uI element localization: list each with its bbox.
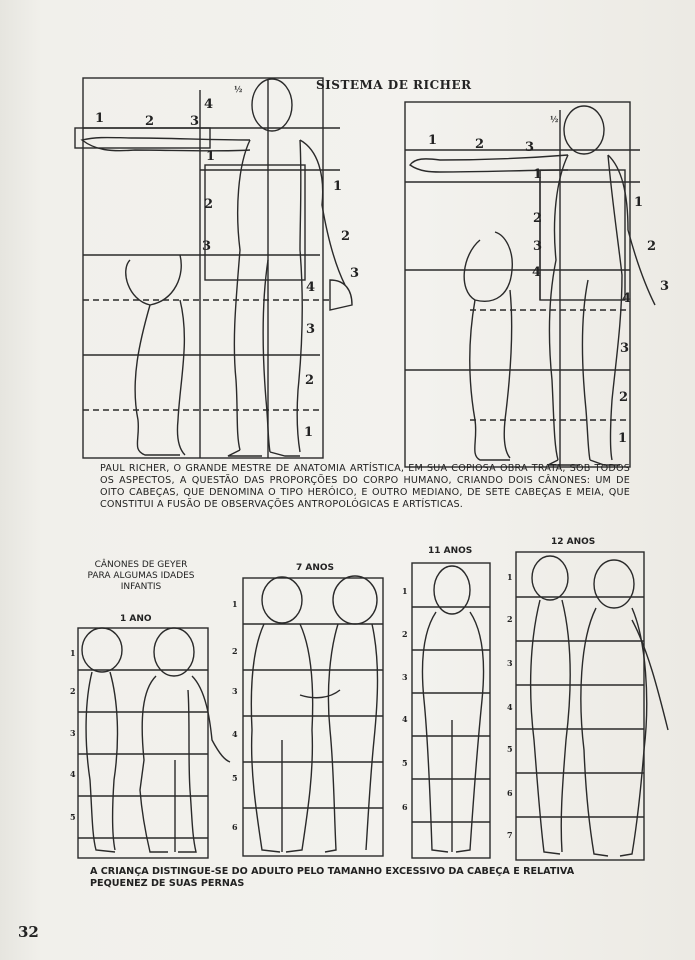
svg-text:3: 3: [190, 114, 200, 129]
male-canon-figure: [75, 78, 352, 458]
svg-text:3: 3: [70, 728, 76, 738]
page-number: 32: [18, 923, 39, 941]
svg-text:3: 3: [507, 658, 513, 668]
svg-text:4: 4: [232, 729, 238, 739]
svg-text:2: 2: [507, 614, 513, 624]
svg-text:1: 1: [304, 425, 314, 440]
svg-text:2: 2: [232, 646, 238, 656]
svg-text:5: 5: [232, 773, 238, 783]
male-half-mark: ½: [234, 84, 243, 94]
svg-text:3: 3: [660, 279, 670, 294]
svg-text:1: 1: [618, 431, 628, 446]
svg-text:4: 4: [532, 265, 542, 280]
svg-text:3: 3: [350, 266, 360, 281]
svg-text:5: 5: [402, 758, 408, 768]
svg-text:4: 4: [204, 97, 214, 112]
svg-text:1: 1: [70, 648, 76, 658]
svg-text:1: 1: [533, 167, 543, 182]
child-7-years-number-labels: [232, 599, 238, 832]
age-label-12-years: 12 ANOS: [551, 537, 596, 547]
svg-text:4: 4: [306, 280, 316, 295]
svg-text:3: 3: [533, 239, 543, 254]
svg-text:1: 1: [634, 195, 644, 210]
female-arm-number-labels: [428, 133, 534, 155]
svg-text:2: 2: [204, 197, 214, 212]
svg-text:2: 2: [341, 229, 351, 244]
svg-text:6: 6: [402, 802, 408, 812]
age-label-11-years: 11 ANOS: [428, 546, 473, 556]
svg-text:3: 3: [525, 140, 535, 155]
svg-text:4: 4: [70, 769, 76, 779]
child-1-year-number-labels: [70, 648, 76, 822]
svg-text:5: 5: [70, 812, 76, 822]
child-11-years-number-labels: [402, 586, 408, 812]
svg-text:1: 1: [206, 149, 216, 164]
geyer-canons-heading: CÂNONES DE GEYER PARA ALGUMAS IDADES INFANTIS: [87, 560, 195, 592]
richer-description-paragraph: PAUL RICHER, O GRANDE MESTRE DE ANATOMIA ARTÍSTICA, EM SUA COPIOSA OBRA TRATA, SOB TODOS OS ASPECTOS, A QUESTÃO DAS PROPORÇÕES DO CORPO HUMANO, CRIANDO DOIS CÂNONES: UM DE OITO CABEÇAS, QUE DENOMINA O TIPO HERÓICO, E OUTRO MEDIANO, DE SETE CABEÇAS E MEIA, QUE CONSTITUI A FUSÃO DE OBSERVAÇÕES ANTROPOLÓGICAS E ARTÍSTICAS.: [100, 463, 630, 510]
child-7-years-figure: [243, 576, 383, 856]
child-11-years-figure: [412, 563, 490, 858]
svg-text:1: 1: [428, 133, 438, 148]
age-label-7-years: 7 ANOS: [296, 563, 335, 573]
svg-text:6: 6: [232, 822, 238, 832]
svg-text:6: 6: [507, 788, 513, 798]
male-column-number-labels: [202, 97, 215, 254]
child-12-years-number-labels: [507, 572, 513, 840]
svg-text:4: 4: [402, 714, 408, 724]
svg-text:7: 7: [507, 830, 513, 840]
svg-text:2: 2: [145, 114, 155, 129]
male-arm-number-labels: [95, 111, 199, 129]
svg-text:1: 1: [333, 179, 343, 194]
svg-text:5: 5: [507, 744, 513, 754]
svg-text:2: 2: [402, 629, 408, 639]
svg-text:3: 3: [232, 686, 238, 696]
svg-text:2: 2: [619, 390, 629, 405]
svg-text:2: 2: [647, 239, 657, 254]
svg-text:2: 2: [475, 137, 485, 152]
svg-text:4: 4: [622, 291, 632, 306]
svg-text:4: 4: [507, 702, 513, 712]
child-12-years-figure: [516, 552, 668, 860]
svg-text:1: 1: [402, 586, 408, 596]
page-title: SISTEMA DE RICHER: [316, 78, 472, 92]
svg-text:3: 3: [306, 322, 316, 337]
svg-text:2: 2: [70, 686, 76, 696]
children-caption: A CRIANÇA DISTINGUE-SE DO ADULTO PELO TAMANHO EXCESSIVO DA CABEÇA E RELATIVA PEQUENEZ DE SUAS PERNAS: [90, 866, 575, 889]
svg-text:3: 3: [402, 672, 408, 682]
child-1-year-figure: [78, 628, 230, 858]
svg-text:3: 3: [202, 239, 212, 254]
female-canon-figure: [405, 102, 655, 467]
svg-text:2: 2: [305, 373, 315, 388]
svg-text:2: 2: [533, 211, 543, 226]
svg-text:1: 1: [232, 599, 238, 609]
svg-text:1: 1: [507, 572, 513, 582]
age-label-1-year: 1 ANO: [120, 614, 152, 624]
female-half-mark: ½: [550, 114, 559, 124]
svg-text:3: 3: [620, 341, 630, 356]
svg-text:1: 1: [95, 111, 105, 126]
